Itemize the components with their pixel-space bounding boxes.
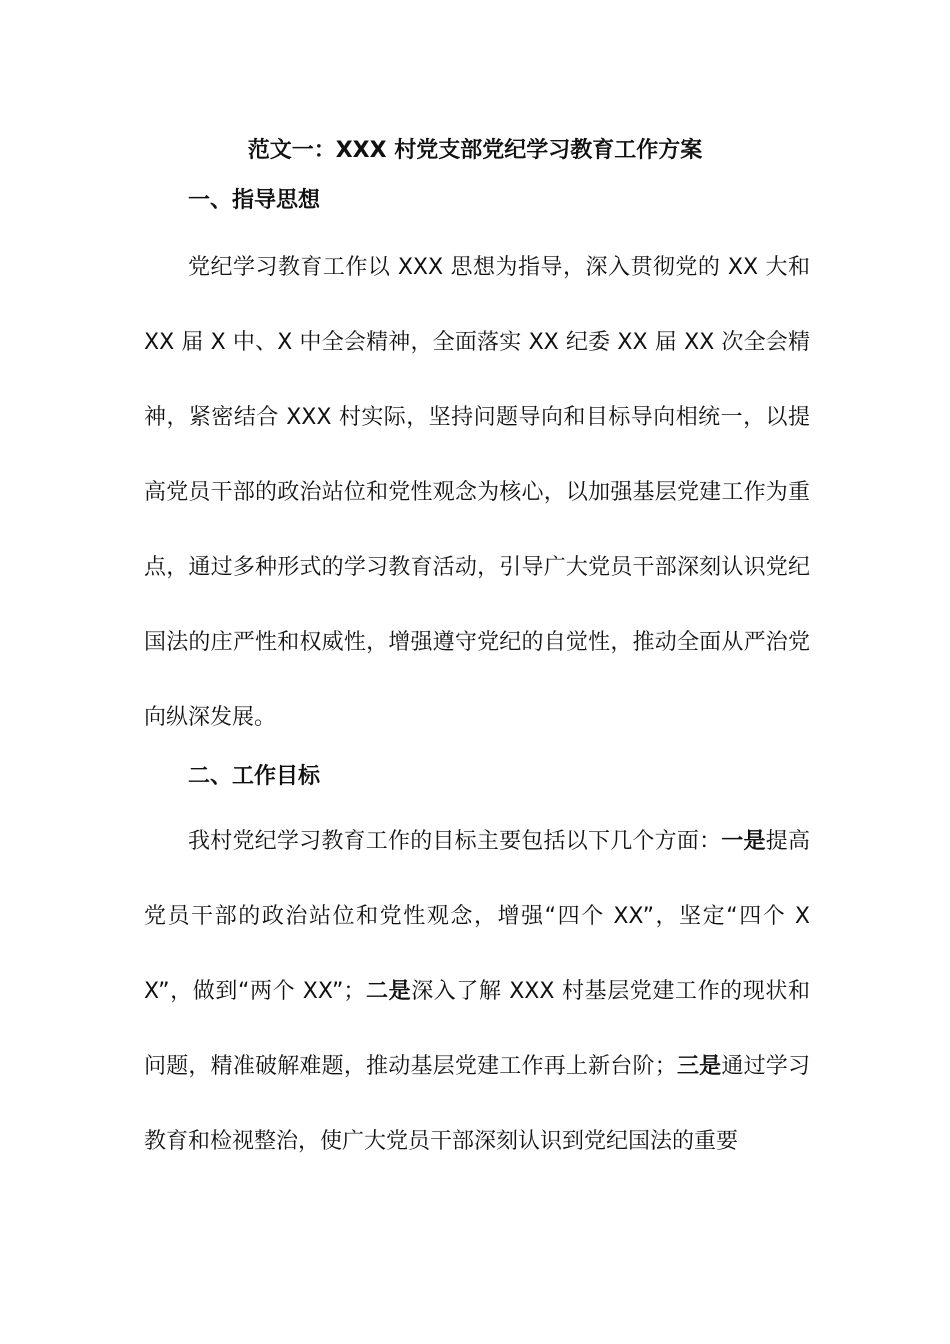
goals-intro: 我村党纪学习教育工作的目标主要包括以下几个方面： (188, 829, 722, 854)
goal-1-text: 提高党员干部的政治站位和党性观念，增强“四个 XX”，坚定“四个 XX”，做到“两个 XX”； (144, 829, 810, 1004)
paragraph-guiding-ideology: 党纪学习教育工作以 XXX 思想为指导，深入贯彻党的 XX 大和 XX 届 X 中、X 中全会精神，全面落实 XX 纪委 XX 届 XX 次全会精神，紧密结合 XXX 村实际，坚持问题导向和目标导向相统一，以提高党员干部的政治站位和党性观念为核心，以加强基层党建工作为重点，通过多种形式的学习教育活动，引导广大党员干部深刻认识党纪国法的庄严性和权威性，增强遵守党纪的自觉性，推动全面从严治党向纵深发展。 (144, 255, 810, 730)
section-heading-work-goals: 二、工作目标 (188, 764, 321, 789)
paragraph-work-goals (144, 804, 810, 1179)
section-heading-guiding-ideology: 一、指导思想 (188, 188, 321, 213)
goal-2-label: 二是 (365, 979, 412, 1004)
goal-2-text: 深入了解 XXX 村基层党建工作的现状和问题，精准破解难题，推动基层党建工作再上新台阶； (144, 979, 810, 1079)
document-title: 范文一：XXX 村党支部党纪学习教育工作方案 (247, 138, 703, 163)
goal-3-label: 三是 (676, 1054, 722, 1079)
goal-1-label: 一是 (721, 829, 766, 854)
goal-3-text: 通过学习教育和检视整治，使广大党员干部深刻认识到党纪国法的重要 (144, 1054, 810, 1154)
